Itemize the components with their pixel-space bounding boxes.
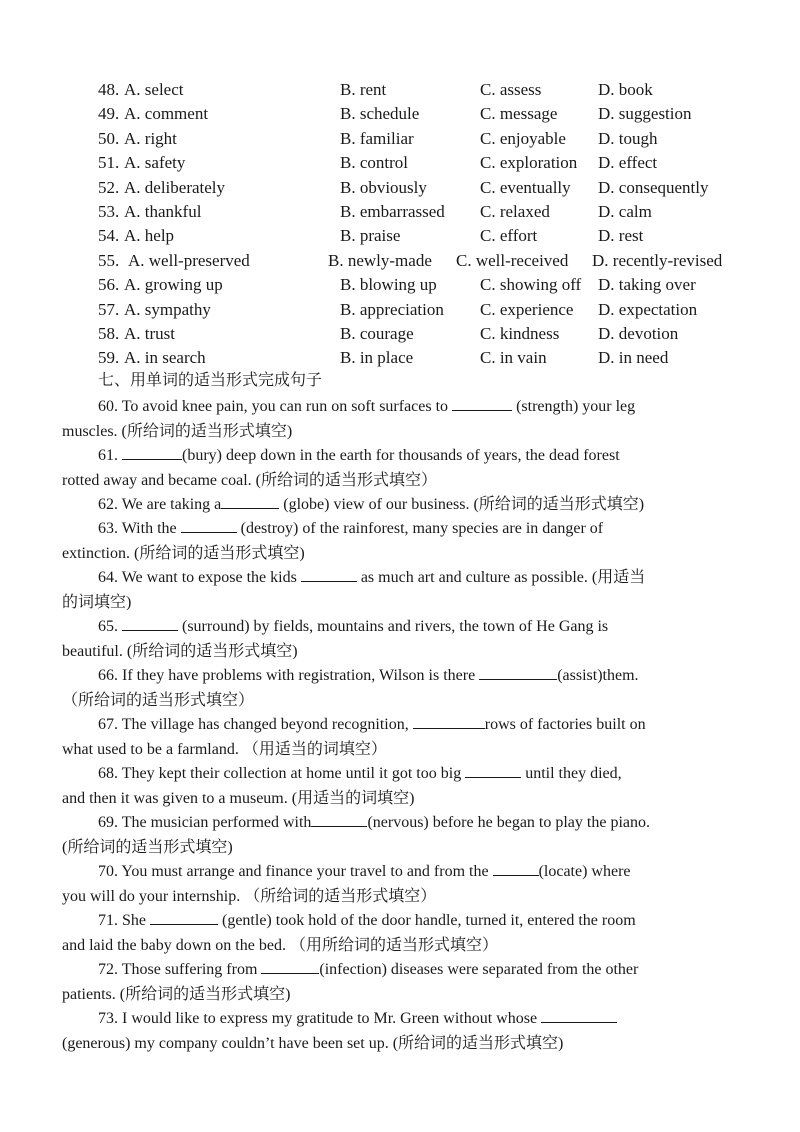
option-b[interactable]: B. familiar: [340, 128, 414, 148]
option-d[interactable]: D. rest: [598, 226, 644, 246]
question-number: 58.: [98, 324, 120, 343]
option-b[interactable]: B. blowing up: [340, 275, 437, 295]
section-title: 七、用单词的适当形式完成句子: [98, 372, 323, 389]
option-a[interactable]: A. select: [124, 80, 184, 99]
option-d[interactable]: D. consequently: [598, 177, 709, 197]
option-c[interactable]: C. effort: [480, 226, 538, 246]
question-60: 60. To avoid knee pain, you can run on soft surfaces to (strength) your leg muscles. (所给词的适当形式填空): [62, 395, 742, 444]
option-b[interactable]: B. courage: [340, 324, 414, 343]
question-69: 69. The musician performed with (nervous) before he began to play the piano. (所给词的适当形式填空): [62, 811, 742, 860]
option-c[interactable]: C. exploration: [480, 153, 578, 173]
question-68: 68. They kept their collection at home until it got too big until they died, and then it was given to a museum. (用适当的词填空): [62, 762, 742, 811]
option-a[interactable]: A. right: [124, 128, 177, 148]
answer-blank[interactable]: [465, 762, 521, 778]
question-63: 63. With the (destroy) of the rainforest, many species are in danger of extinction. (所给词的适当形式填空): [62, 517, 742, 566]
option-b[interactable]: B. praise: [340, 226, 401, 246]
question-number: 59.: [98, 348, 120, 368]
option-row: [0, 224, 800, 248]
option-row: [0, 102, 800, 126]
question-73: 73. I would like to express my gratitude to Mr. Green without whose (generous) my company couldn’t have been set up. (所给词的适当形式填空): [62, 1007, 742, 1056]
question-65: 65. (surround) by fields, mountains and rivers, the town of He Gang is beautiful. (所给词的适当形式填空): [62, 615, 742, 664]
option-a[interactable]: A. in search: [124, 348, 206, 368]
option-c[interactable]: C. message: [480, 104, 558, 124]
option-d[interactable]: D. calm: [598, 202, 652, 221]
question-number: 53.: [98, 202, 120, 221]
option-a[interactable]: A. thankful: [124, 202, 202, 221]
question-67: 67. The village has changed beyond recognition, rows of factories built on what used to be a farmland. （用适当的词填空）: [62, 713, 742, 762]
option-a[interactable]: A. trust: [124, 324, 175, 343]
option-row: [0, 249, 800, 273]
answer-blank[interactable]: [122, 615, 178, 631]
option-c[interactable]: C. in vain: [480, 348, 547, 368]
question-72: 72. Those suffering from (infection) diseases were separated from the other patients. (所给词的适当形式填空): [62, 958, 742, 1007]
option-row: [0, 200, 800, 224]
option-c[interactable]: C. kindness: [480, 324, 560, 343]
question-number: 57.: [98, 299, 120, 319]
question-62: 62. We are taking a (globe) view of our business. (所给词的适当形式填空): [62, 493, 742, 518]
option-a[interactable]: A. help: [124, 226, 175, 246]
answer-blank[interactable]: [541, 1007, 617, 1023]
option-d[interactable]: D. in need: [598, 348, 669, 368]
option-a[interactable]: A. sympathy: [124, 299, 211, 319]
option-row: [0, 78, 800, 102]
question-number: 48.: [98, 80, 120, 99]
question-66: 66. If they have problems with registration, Wilson is there (assist)them. （所给词的适当形式填空）: [62, 664, 742, 713]
option-b[interactable]: B. appreciation: [340, 299, 444, 319]
option-row: [0, 346, 800, 370]
option-d[interactable]: D. devotion: [598, 324, 679, 343]
answer-blank[interactable]: [479, 664, 557, 680]
answer-blank[interactable]: [452, 395, 512, 411]
question-number: 49.: [98, 104, 120, 124]
option-b[interactable]: B. rent: [340, 80, 387, 99]
option-a[interactable]: A. well-preserved: [128, 250, 250, 270]
question-70: 70. You must arrange and finance your travel to and from the (locate) where you will do your internship. （所给词的适当形式填空）: [62, 860, 742, 909]
answer-blank[interactable]: [311, 811, 367, 827]
answer-blank[interactable]: [122, 444, 182, 460]
option-a[interactable]: A. comment: [124, 104, 209, 124]
option-a[interactable]: A. growing up: [124, 275, 223, 295]
option-c[interactable]: C. enjoyable: [480, 128, 566, 148]
option-b[interactable]: B. control: [340, 153, 408, 173]
option-b[interactable]: B. obviously: [340, 177, 427, 197]
option-b[interactable]: B. in place: [340, 348, 414, 368]
question-number: 54.: [98, 226, 120, 246]
option-c[interactable]: C. experience: [480, 299, 574, 319]
option-b[interactable]: B. newly-made: [328, 250, 432, 270]
option-row: [0, 176, 800, 200]
option-row: [0, 322, 800, 346]
answer-blank[interactable]: [493, 860, 539, 876]
option-d[interactable]: D. book: [598, 80, 653, 99]
option-d[interactable]: D. suggestion: [598, 104, 692, 124]
option-row: [0, 127, 800, 151]
question-number: 50.: [98, 128, 120, 148]
option-c[interactable]: C. assess: [480, 80, 542, 99]
answer-blank[interactable]: [261, 958, 319, 974]
option-d[interactable]: D. recently-revised: [592, 250, 723, 270]
answer-blank[interactable]: [413, 713, 485, 729]
option-c[interactable]: C. showing off: [480, 275, 582, 295]
option-row: [0, 151, 800, 175]
option-row: [0, 298, 800, 322]
option-row: [0, 273, 800, 297]
answer-blank[interactable]: [301, 566, 357, 582]
question-64: 64. We want to expose the kids as much art and culture as possible. (用适当 的词填空): [62, 566, 742, 615]
question-number: 51.: [98, 153, 120, 173]
question-61: 61. (bury) deep down in the earth for thousands of years, the dead forest rotted away and became coal. (所给词的适当形式填空）: [62, 444, 742, 493]
option-a[interactable]: A. deliberately: [124, 177, 226, 197]
option-d[interactable]: D. expectation: [598, 299, 698, 319]
question-71: 71. She (gentle) took hold of the door handle, turned it, entered the room and laid the baby down on the bed. （用所给词的适当形式填空）: [62, 909, 742, 958]
option-b[interactable]: B. schedule: [340, 104, 420, 124]
option-c[interactable]: C. well-received: [456, 250, 569, 270]
question-number: 55.: [98, 250, 120, 270]
answer-blank[interactable]: [221, 493, 279, 509]
answer-blank[interactable]: [150, 909, 218, 925]
question-number: 52.: [98, 177, 120, 197]
option-b[interactable]: B. embarrassed: [340, 202, 445, 221]
option-d[interactable]: D. tough: [598, 128, 658, 148]
answer-blank[interactable]: [181, 517, 237, 533]
option-c[interactable]: C. eventually: [480, 177, 571, 197]
option-d[interactable]: D. taking over: [598, 275, 696, 295]
option-d[interactable]: D. effect: [598, 153, 658, 173]
option-c[interactable]: C. relaxed: [480, 202, 550, 221]
option-a[interactable]: A. safety: [124, 153, 186, 173]
question-number: 56.: [98, 275, 120, 295]
